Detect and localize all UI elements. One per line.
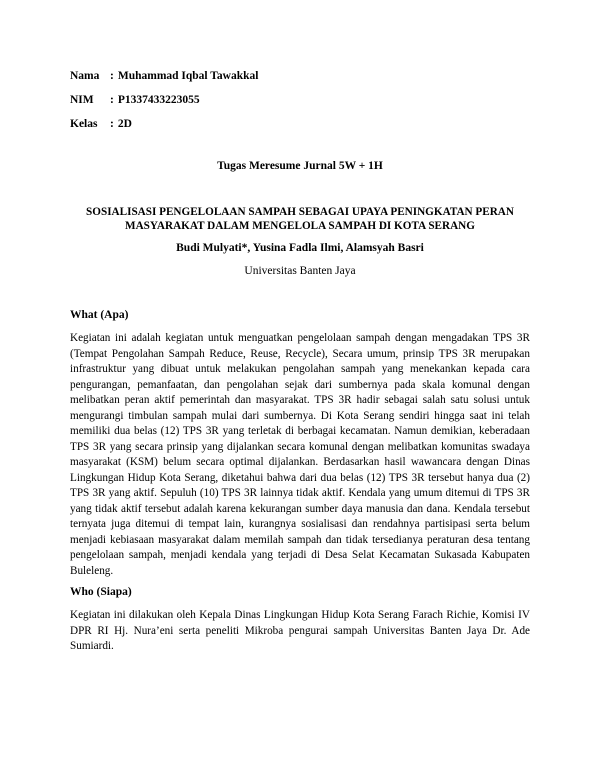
student-class-line bbox=[70, 118, 132, 130]
name-label: Nama bbox=[70, 70, 100, 82]
section-body-who: Kegiatan ini dilakukan oleh Kepala Dinas Lingkungan Hidup Kota Serang Farach Richie, Komisi IV DPR RI Hj. Nura’eni serta peneliti Mikroba pengurai sampah Universitas Banten Jaya Dr. Ade Sumiardi. bbox=[70, 609, 530, 652]
student-name: Muhammad Iqbal Tawakkal bbox=[117, 70, 259, 82]
section-heading-who: Who (Siapa) bbox=[70, 586, 132, 598]
section-body-what: Kegiatan ini adalah kegiatan untuk menguatkan pengelolaan sampah dengan mengadakan TPS 3R (Tempat Pengolahan Sampah Reduce, Reuse, Recycle), Secara umum, prinsip TPS 3R merupakan infrastruktur yang dibuat untuk melakukan pengolahan sampah yang menekankan kepada cara pengurangan, pemanfaatan, dan pengolahan sejak dari sumbernya pada skala komunal dengan melibatkan peran aktif pemerintah dan masyarakat. TPS 3R hadir sebagai salah satu solusi untuk mengurangi timbulan sampah mulai dari sumbernya. Di Kota Serang sendiri hingga saat ini telah memiliki dua belas (12) TPS 3R yang terletak di berbagai kecamatan. Namun demikian, keberadaan TPS 3R yang secara prinsip yang dijalankan secara komunal dengan melibatkan komunitas swadaya masyarakat (KSM) belum secara optimal dijalankan. Berdasarkan hasil wawancara dengan Dinas Lingkungan Hidup Kota Serang, diketahui bahwa dari dua belas (12) TPS 3R tersebut hanya dua (2) TPS 3R yang aktif. Sepuluh (10) TPS 3R lainnya tidak aktif. Kendala yang umum ditemui di TPS 3R yang tidak aktif tersebut adalah karena kekurangan sumber daya manusia dan dana. Kendala tersebut ternyata juga ditemui di tempat lain, kurangnya sosialisasi dan rendahnya partisipasi serta belum menjadi kebiasaan masyarakat dalam memilah sampah dan tidak tersedianya peraturan desa tentang pengelolaan sampah, menjadi kendala yang terjadi di Desa Selat Kecamatan Sukasada Kabupaten Buleleng. bbox=[70, 332, 530, 577]
student-nim: P1337433223055 bbox=[117, 94, 200, 106]
article-authors: Budi Mulyati*, Yusina Fadla Ilmi, Alamsyah Basri bbox=[176, 242, 424, 254]
article-title: SOSIALISASI PENGELOLAAN SAMPAH SEBAGAI UPAYA PENINGKATAN PERAN MASYARAKAT DALAM MENGELOLA SAMPAH DI KOTA SERANG bbox=[86, 206, 514, 232]
class-label: Kelas bbox=[70, 118, 98, 130]
nim-separator: : bbox=[110, 94, 114, 106]
name-separator: : bbox=[110, 70, 114, 82]
student-class: 2D bbox=[117, 118, 132, 130]
task-title: Tugas Meresume Jurnal 5W + 1H bbox=[217, 160, 383, 172]
student-name-line bbox=[70, 70, 258, 82]
student-nim-line bbox=[70, 94, 200, 106]
article-institution: Universitas Banten Jaya bbox=[244, 265, 356, 277]
class-separator: : bbox=[110, 118, 114, 130]
section-heading-what: What (Apa) bbox=[70, 309, 129, 321]
nim-label: NIM bbox=[70, 94, 94, 106]
